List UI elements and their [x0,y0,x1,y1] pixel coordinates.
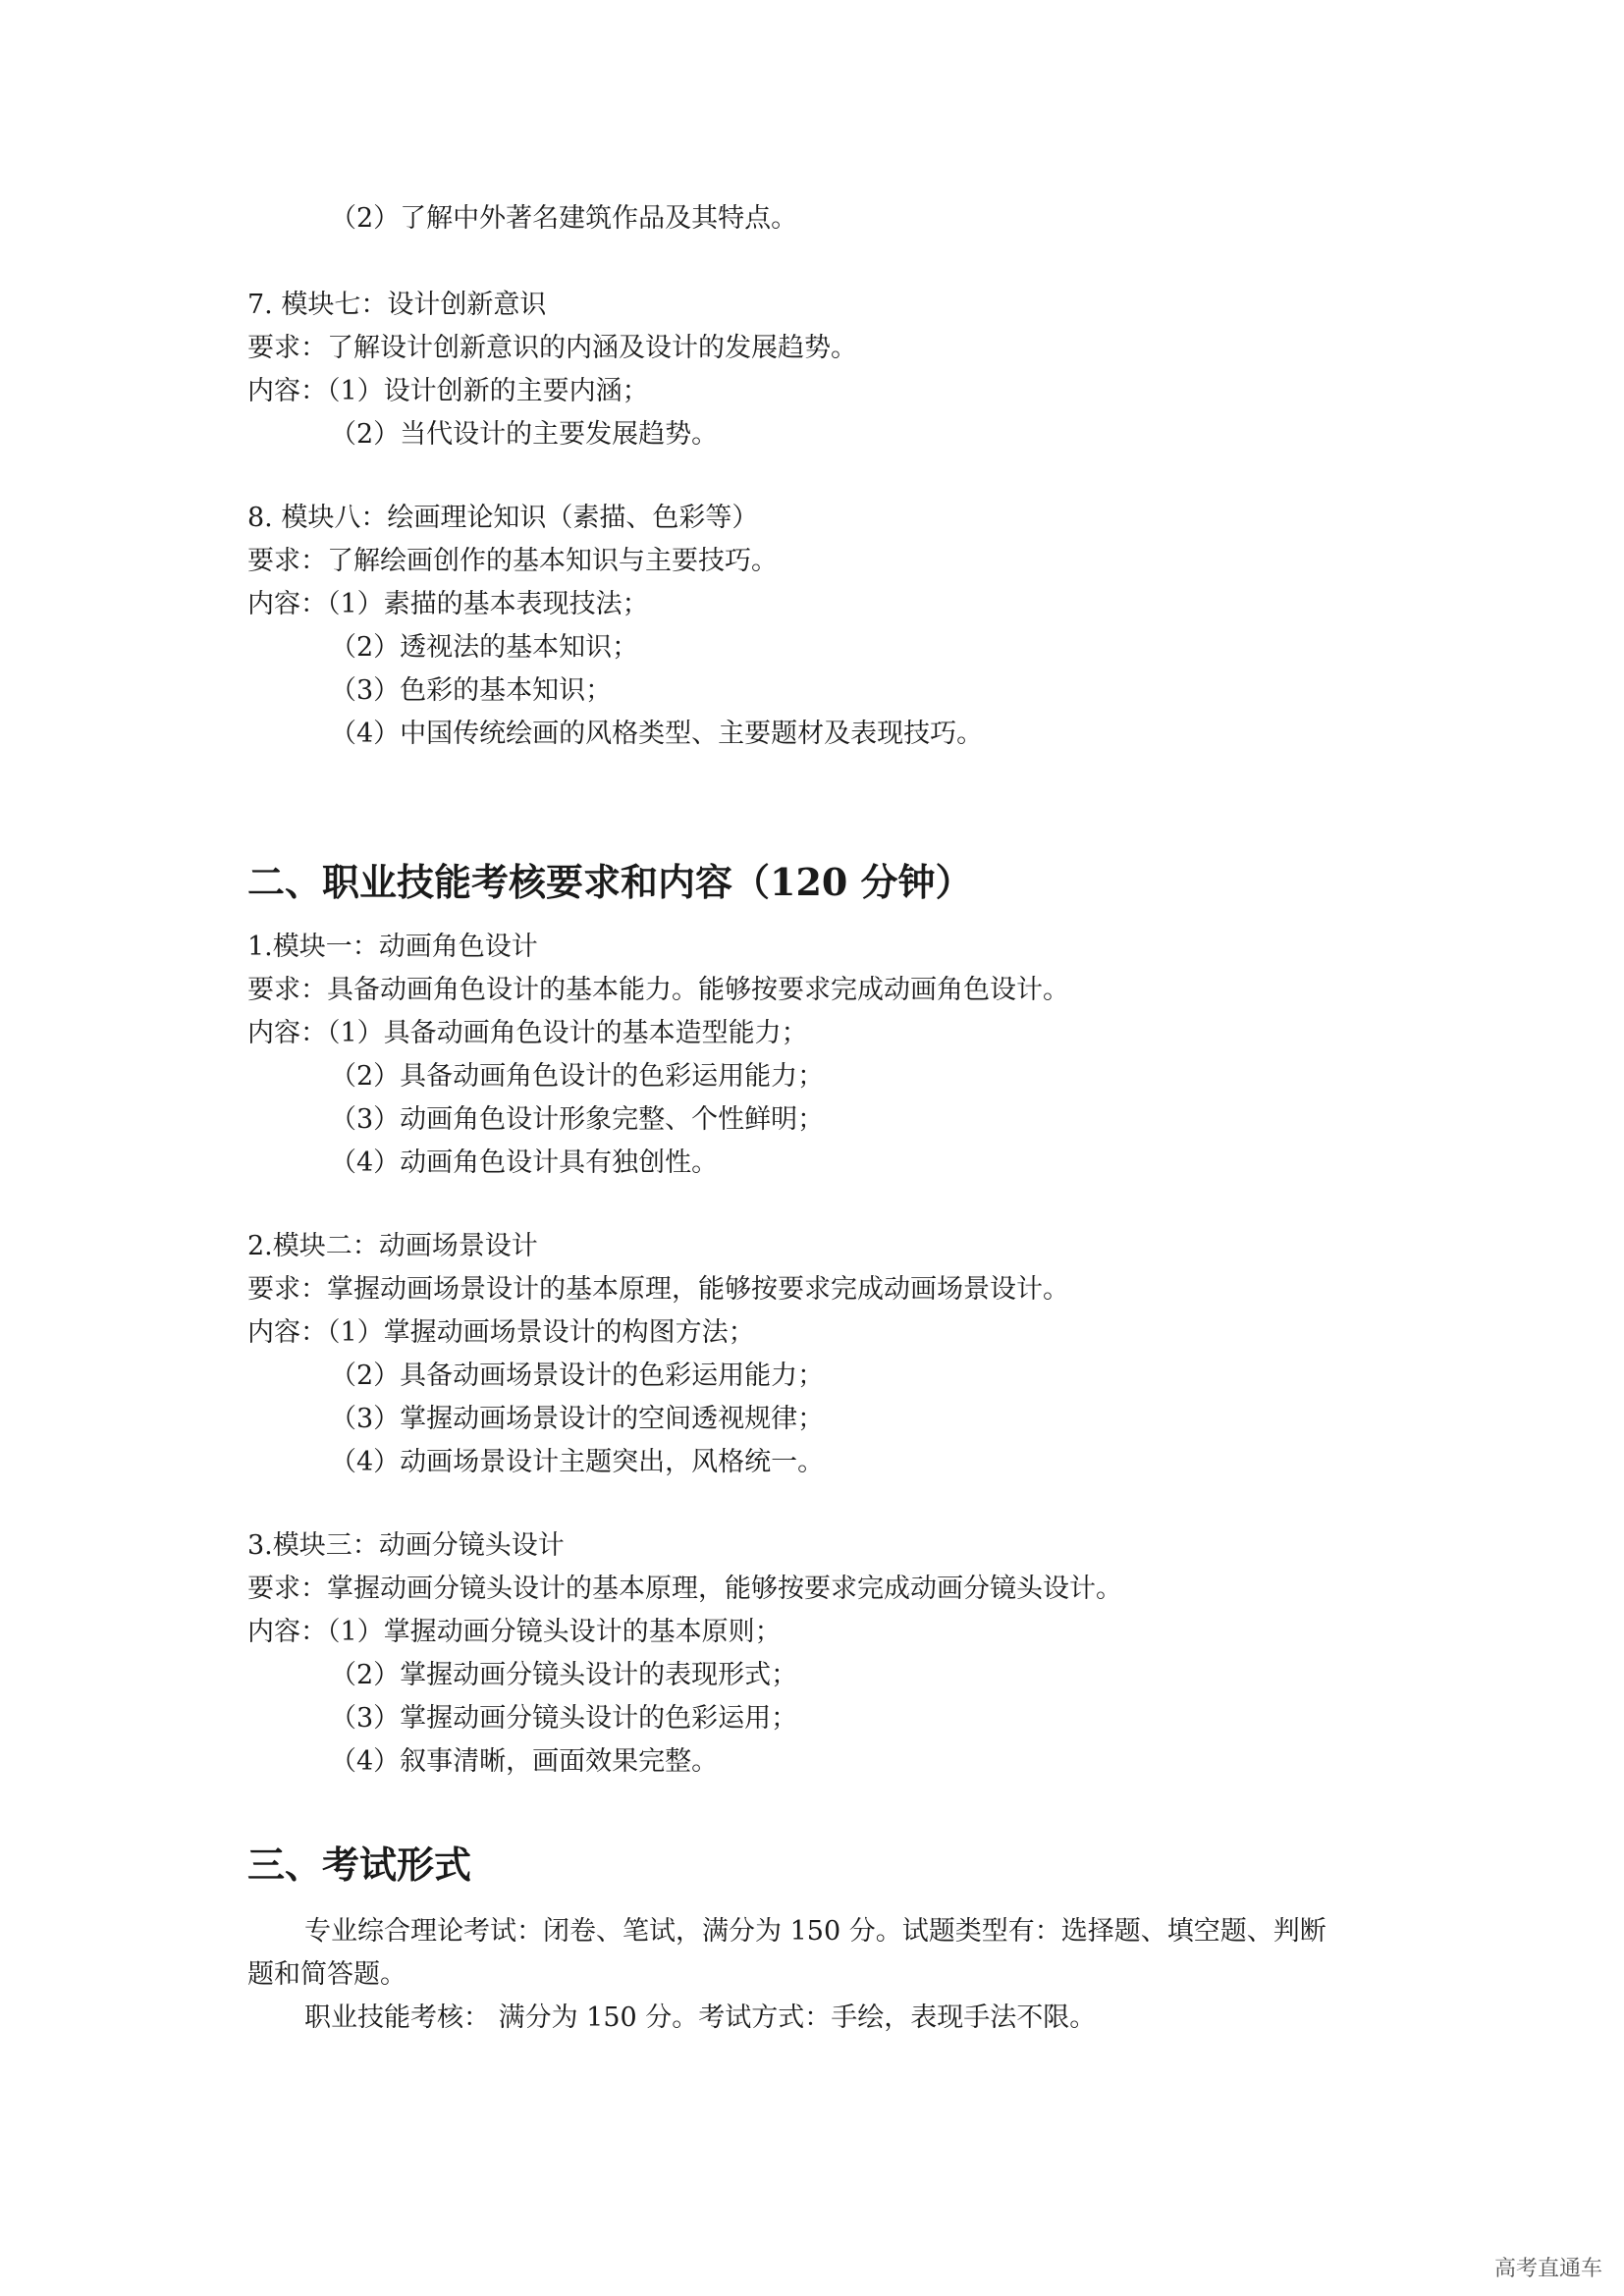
list-item: （4）动画角色设计具有独创性。 [330,1148,719,1178]
list-item: （3）色彩的基本知识； [330,675,613,706]
section-heading: 二、职业技能考核要求和内容（120 分钟） [247,860,973,904]
list-item: （3）掌握动画分镜头设计的色彩运用； [330,1703,798,1734]
requirement-text: 要求：掌握动画分镜头设计的基本原理，能够按要求完成动画分镜头设计。 [247,1574,1122,1604]
module-title: 2.模块二：动画场景设计 [247,1231,538,1261]
list-item: （4）叙事清晰，画面效果完整。 [330,1746,719,1777]
paragraph-continuation: 题和简答题。 [247,1959,406,1990]
list-item: 内容：（1）掌握动画场景设计的构图方法； [247,1317,755,1348]
list-item: （3）掌握动画场景设计的空间透视规律； [330,1404,825,1434]
list-item: 内容：（1）掌握动画分镜头设计的基本原则； [247,1617,782,1647]
list-item: （2）透视法的基本知识； [330,632,639,663]
list-item: （4）中国传统绘画的风格类型、主要题材及表现技巧。 [330,719,984,749]
list-item: （2）掌握动画分镜头设计的表现形式； [330,1660,798,1690]
requirement-text: 要求：具备动画角色设计的基本能力。能够按要求完成动画角色设计。 [247,975,1069,1005]
list-item: （2）了解中外著名建筑作品及其特点。 [330,203,798,234]
requirement-text: 要求：了解设计创新意识的内涵及设计的发展趋势。 [247,333,857,363]
list-item: （2）当代设计的主要发展趋势。 [330,419,719,450]
section-heading: 三、考试形式 [247,1842,472,1887]
module-title: 1.模块一：动画角色设计 [247,932,538,962]
list-item: （4）动画场景设计主题突出，风格统一。 [330,1447,825,1477]
list-item: （2）具备动画角色设计的色彩运用能力； [330,1061,825,1092]
paragraph: 专业综合理论考试：闭卷、笔试，满分为 150 分。试题类型有：选择题、填空题、判断 [304,1916,1326,1947]
list-item: （2）具备动画场景设计的色彩运用能力； [330,1361,825,1391]
list-item: 内容：（1）设计创新的主要内涵； [247,376,649,406]
module-title: 3.模块三：动画分镜头设计 [247,1530,565,1561]
requirement-text: 要求：了解绘画创作的基本知识与主要技巧。 [247,546,778,576]
module-title: 7. 模块七：设计创新意识 [247,290,547,320]
list-item: （3）动画角色设计形象完整、个性鲜明； [330,1104,825,1135]
watermark: 高考直通车 [1493,2257,1602,2281]
list-item: 内容：（1）素描的基本表现技法； [247,589,649,619]
requirement-text: 要求：掌握动画场景设计的基本原理，能够按要求完成动画场景设计。 [247,1274,1069,1305]
paragraph: 职业技能考核： 满分为 150 分。考试方式：手绘，表现手法不限。 [304,2002,1097,2033]
list-item: 内容：（1）具备动画角色设计的基本造型能力； [247,1018,808,1048]
module-title: 8. 模块八：绘画理论知识（素描、色彩等） [247,503,759,533]
